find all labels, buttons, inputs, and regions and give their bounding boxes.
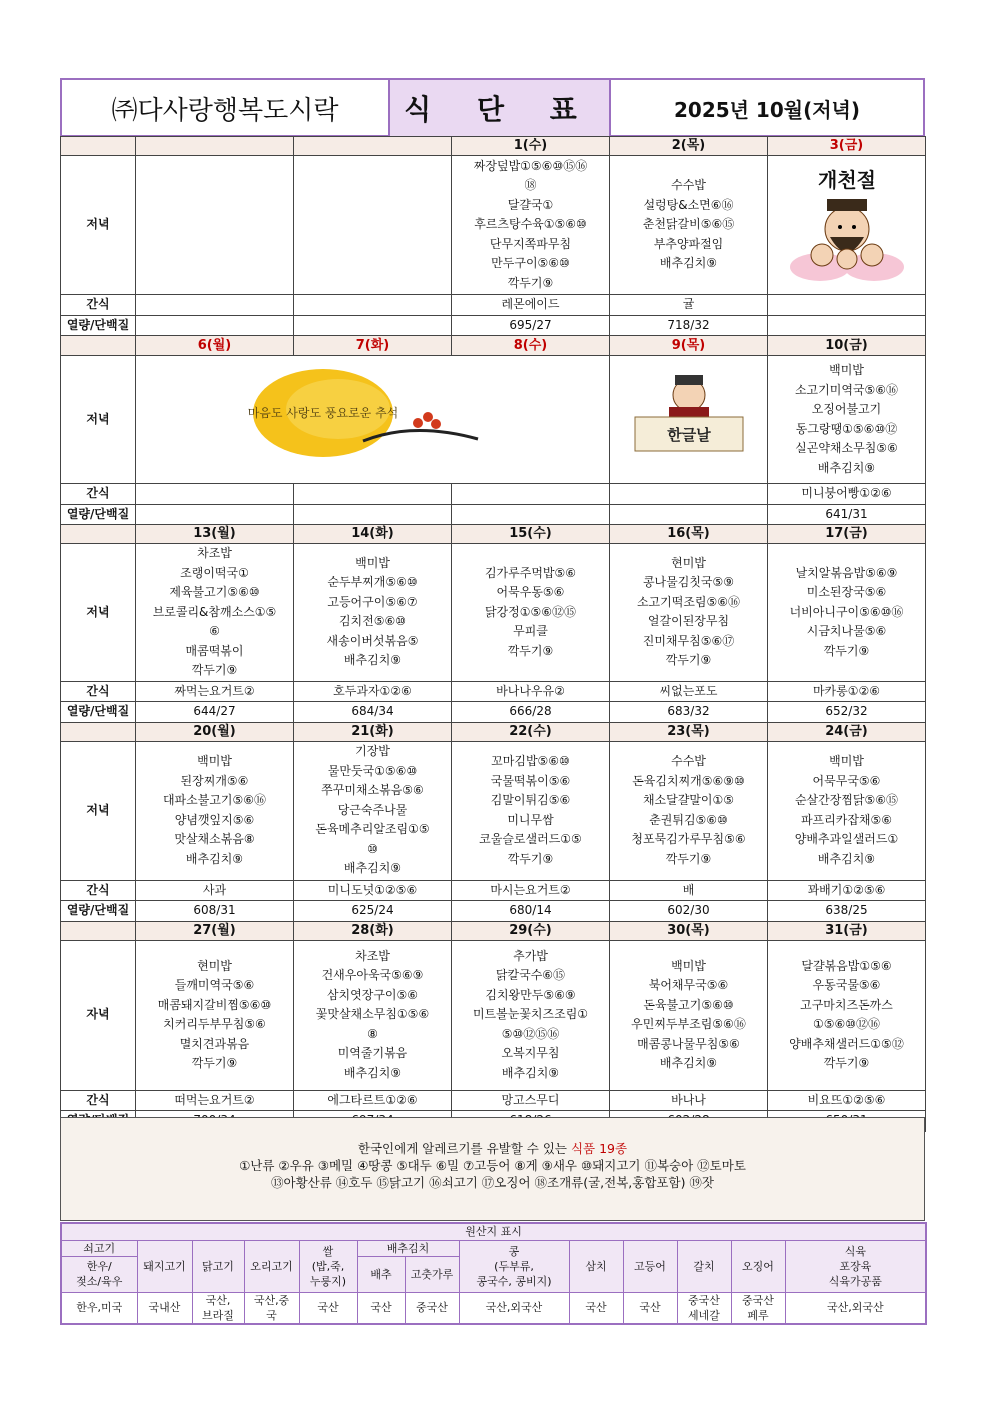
nutrition-row-cell (610, 504, 768, 525)
menu-item: 배추김치⑨ (817, 460, 876, 475)
menu-item: ⑥ (209, 624, 220, 638)
menu-item: 추가밥 (513, 948, 548, 963)
menu-item: 백미밥 (355, 555, 390, 570)
menu-item: 순두부찌개⑤⑥⑩ (327, 575, 418, 590)
menu-item: 깍두기⑨ (823, 1056, 870, 1070)
nutrition-row (61, 702, 926, 723)
holiday-cell (768, 156, 926, 295)
day-header: 1(수) (452, 137, 610, 156)
dinner-cell (136, 544, 294, 682)
dinner-cell (136, 741, 294, 880)
row-label: 간식 (61, 880, 136, 901)
menu-item: 꼬마김밥⑤⑥⑩ (491, 754, 570, 768)
menu-sheet (60, 78, 925, 1132)
dinner-cell (452, 544, 610, 682)
menu-item: 차조밥 (197, 546, 232, 560)
menu-item: 코울슬로샐러드①⑤ (479, 832, 582, 846)
dinner-cell (610, 940, 768, 1090)
snack-row-cell: 미니붕어빵①②⑥ (768, 484, 926, 505)
header (60, 78, 925, 136)
nutrition-row-cell (136, 504, 294, 525)
snack-row-cell: 미니도넛①②⑤⑥ (294, 880, 452, 901)
menu-item: 깍두기⑨ (191, 1056, 238, 1070)
menu-item: 후르츠탕수육①⑤⑥⑩ (474, 217, 587, 232)
day-header: 20(월) (136, 722, 294, 741)
row-label: 저녁 (61, 156, 136, 295)
dinner-cell (768, 741, 926, 880)
origin-value-chicken: 국산, 브라질 (192, 1292, 244, 1324)
origin-value-hairtail: 중국산 세네갈 (677, 1292, 731, 1324)
menu-item: 배추김치⑨ (659, 1056, 718, 1070)
allergy-notice (60, 1117, 925, 1221)
day-header-row (61, 525, 926, 544)
menu-item: ①⑤⑥⑩⑫⑯ (812, 1017, 881, 1031)
snack-row-cell: 바나나 (610, 1090, 768, 1111)
menu-item: 쭈꾸미채소볶음⑤⑥ (321, 783, 424, 798)
menu-item: 깍두기⑨ (507, 643, 554, 658)
origin-table (60, 1222, 927, 1325)
menu-item: 부추양파절임 (653, 236, 724, 251)
menu-item: 배추김치⑨ (343, 653, 402, 668)
menu-item: 삼치엿장구이⑤⑥ (326, 987, 419, 1002)
dinner-row (61, 544, 926, 682)
snack-row (61, 484, 926, 505)
menu-item: 춘천닭갈비⑤⑥⑮ (642, 217, 735, 232)
dinner-cell (768, 356, 926, 484)
nutrition-row (61, 315, 926, 336)
menu-item: 미트볼눈꽃치즈조림① (472, 1007, 589, 1022)
day-header (136, 137, 294, 156)
menu-item: 현미밥 (671, 555, 706, 570)
day-header-row (61, 722, 926, 741)
menu-item: 치커리두부무침⑤⑥ (163, 1017, 266, 1031)
snack-row-cell (768, 295, 926, 316)
day-header: 30(목) (610, 921, 768, 940)
day-header: 13(월) (136, 525, 294, 544)
menu-item: 당근숙주나물 (337, 802, 408, 817)
snack-row-cell: 마시는요거트② (452, 880, 610, 901)
hangul-day-label: 한글날 (666, 426, 711, 445)
menu-item: 순살간장찜닭⑤⑥⑮ (794, 793, 899, 807)
origin-value-samchi: 국산 (569, 1292, 623, 1324)
dinner-cell (768, 544, 926, 682)
day-header: 9(목) (610, 336, 768, 356)
dinner-cell (136, 940, 294, 1090)
row-label: 열량/단백질 (61, 315, 136, 336)
row-label: 저녁 (61, 356, 136, 484)
nutrition-row-cell (452, 504, 610, 525)
day-header: 17(금) (768, 525, 926, 544)
day-header: 28(화) (294, 921, 452, 940)
snack-row-cell: 에그타르트①②⑥ (294, 1090, 452, 1111)
snack-row-cell: 망고스무디 (452, 1090, 610, 1111)
origin-value-cabbage: 국산 (357, 1292, 405, 1324)
menu-item: 오징어불고기 (811, 402, 882, 416)
nutrition-row-cell (294, 504, 452, 525)
nutrition-row-cell: 695/27 (452, 315, 610, 336)
snack-row-cell: 배 (610, 880, 768, 901)
menu-item: 고등어구이⑤⑥⑦ (327, 594, 418, 609)
nutrition-row-cell (136, 315, 294, 336)
menu-item: 닭칼국수⑥⑮ (495, 968, 566, 983)
dinner-row (61, 156, 926, 295)
day-header-row (61, 137, 926, 156)
origin-meat: 식육 포장육 식육가공품 (785, 1240, 926, 1292)
snack-row (61, 880, 926, 901)
gaecheonjeol-illustration (772, 157, 922, 287)
origin-value-bean: 국산,외국산 (459, 1292, 569, 1324)
day-header: 16(목) (610, 525, 768, 544)
menu-item: 돈육김치찌개⑤⑥⑨⑩ (632, 773, 745, 788)
snack-row-cell (610, 484, 768, 505)
origin-rice: 쌀 (밥,죽, 누룽지) (299, 1240, 357, 1292)
origin-squid: 오징어 (731, 1240, 785, 1292)
nutrition-row-cell (294, 315, 452, 336)
row-label: 열량/단백질 (61, 504, 136, 525)
menu-item: 청포묵김가루무침⑤⑥ (631, 832, 746, 846)
menu-item: 날치알볶음밥⑤⑥⑨ (795, 565, 898, 580)
menu-item: 깍두기⑨ (665, 653, 712, 668)
row-label: 간식 (61, 295, 136, 316)
menu-item: 새송이버섯볶음⑤ (326, 633, 419, 648)
menu-item: 달걀국① (507, 197, 554, 212)
day-header-row (61, 921, 926, 940)
origin-beef-sub: 한우/ 젖소/육우 (61, 1256, 137, 1292)
menu-item: 만두구이⑤⑥⑩ (491, 256, 570, 271)
snack-row-cell: 귤 (610, 295, 768, 316)
menu-item: 백미밥 (829, 363, 864, 377)
menu-item: 김가루주먹밥⑤⑥ (484, 565, 577, 580)
menu-item: 양배추과일샐러드① (794, 832, 899, 846)
origin-duck: 오리고기 (244, 1240, 299, 1292)
snack-row-cell: 바나나우유② (452, 681, 610, 702)
menu-item: 대파소불고기⑤⑥⑯ (162, 793, 267, 807)
origin-beef: 쇠고기 (61, 1240, 137, 1256)
menu-item: 매콤떡볶이 (185, 643, 244, 658)
menu-item: 달걀볶음밥①⑤⑥ (801, 958, 892, 973)
menu-item: ⑤⑩⑫⑮⑯ (501, 1026, 560, 1041)
menu-item: 소고기미역국⑤⑥⑯ (794, 382, 899, 397)
menu-item: 조랭이떡국① (180, 565, 249, 580)
nutrition-row-cell: 666/28 (452, 702, 610, 723)
menu-item: 춘권튀김⑤⑥⑩ (649, 812, 728, 827)
day-header-blank (61, 525, 136, 544)
menu-item: 어묵우동⑤⑥ (496, 585, 565, 599)
nutrition-row (61, 504, 926, 525)
row-label: 열량/단백질 (61, 702, 136, 723)
day-header-blank (61, 336, 136, 356)
dinner-cell (452, 741, 610, 880)
row-label: 열량/단백질 (61, 901, 136, 922)
menu-item: 김말이튀김⑤⑥ (490, 793, 571, 807)
day-header: 22(수) (452, 722, 610, 741)
menu-item: 배추김치⑨ (817, 851, 876, 866)
menu-item: 수수밥 (671, 754, 706, 768)
menu-item: 시금치나물⑤⑥ (806, 624, 887, 638)
menu-item: 깍두기⑨ (507, 851, 554, 866)
nutrition-row-cell: 718/32 (610, 315, 768, 336)
origin-kimchi: 배추김치 (357, 1240, 459, 1256)
menu-item: 북어채무국⑤⑥ (648, 978, 729, 992)
day-header: 31(금) (768, 921, 926, 940)
origin-kimchi-cabbage: 배추 (357, 1256, 405, 1292)
day-header-blank (61, 921, 136, 940)
snack-row-cell: 사과 (136, 880, 294, 901)
menu-item: 미역줄기볶음 (337, 1046, 408, 1061)
menu-item: 깍두기⑨ (191, 663, 238, 677)
day-header: 3(금) (768, 137, 926, 156)
menu-item: 물만둣국①⑤⑥⑩ (327, 763, 418, 778)
menu-item: 얼갈이된장무침 (647, 614, 730, 629)
snack-row-cell: 마카롱①②⑥ (768, 681, 926, 702)
day-header: 27(월) (136, 921, 294, 940)
snack-row (61, 681, 926, 702)
origin-title: 원산지 표시 (61, 1223, 926, 1240)
menu-item: 백미밥 (829, 754, 864, 768)
dinner-cell (610, 156, 768, 295)
menu-item: 깍두기⑨ (823, 643, 870, 658)
nutrition-row-cell: 608/31 (136, 901, 294, 922)
menu-item: 양념깻잎지⑤⑥ (174, 812, 255, 827)
dinner-row (61, 741, 926, 880)
dinner-cell (610, 741, 768, 880)
snack-row-cell: 떠먹는요거트② (136, 1090, 294, 1111)
row-label: 간식 (61, 1090, 136, 1111)
day-header: 23(목) (610, 722, 768, 741)
menu-item: 설렁탕&소면⑥⑯ (643, 197, 734, 212)
menu-item: 채소달걀말이①⑤ (642, 793, 735, 807)
menu-item: 돈육메추리알조림①⑤ (315, 822, 430, 837)
menu-item: 소고기떡조림⑤⑥⑯ (636, 594, 741, 609)
nutrition-row-cell: 625/24 (294, 901, 452, 922)
dinner-row (61, 940, 926, 1090)
hangul-day-illustration (629, 371, 749, 461)
day-header-row (61, 336, 926, 356)
day-header: 29(수) (452, 921, 610, 940)
menu-item: 꽃맛살채소무침①⑤⑥ (315, 1007, 430, 1022)
menu-item: ⑩ (367, 841, 378, 856)
day-header: 2(목) (610, 137, 768, 156)
day-header: 6(월) (136, 336, 294, 356)
dinner-cell (768, 940, 926, 1090)
menu-item: 너비아니구이⑤⑥⑩⑯ (789, 604, 904, 619)
dinner-cell (294, 156, 452, 295)
row-label: 자녁 (61, 940, 136, 1090)
menu-item: 매콤돼지갈비찜⑤⑥⑩ (157, 997, 272, 1012)
day-header: 7(화) (294, 336, 452, 356)
menu-item: 배추김치⑨ (659, 256, 718, 271)
menu-item: 미니무쌈 (507, 812, 554, 827)
menu-item: 깍두기⑨ (665, 851, 712, 866)
dinner-cell (294, 741, 452, 880)
menu-item: 실곤약채소무침⑤⑥ (795, 441, 898, 455)
dinner-row (61, 356, 926, 484)
nutrition-row-cell: 680/14 (452, 901, 610, 922)
origin-value-pepper: 중국산 (405, 1292, 459, 1324)
snack-row (61, 295, 926, 316)
origin-bean: 콩 (두부류, 콩국수, 콩비지) (459, 1240, 569, 1292)
snack-row-cell: 비요뜨①②⑤⑥ (768, 1090, 926, 1111)
menu-item: 차조밥 (355, 948, 390, 963)
origin-mackerel: 고등어 (623, 1240, 677, 1292)
nutrition-row (61, 901, 926, 922)
holiday-label: 개천절 (817, 167, 876, 192)
origin-value-rice: 국산 (299, 1292, 357, 1324)
menu-item: 매콤콩나물무침⑤⑥ (637, 1036, 740, 1051)
menu-item: 김치왕만두⑤⑥⑨ (485, 987, 576, 1002)
menu-item: ⑧ (367, 1026, 378, 1041)
nutrition-row-cell: 602/30 (610, 901, 768, 922)
snack-row (61, 1090, 926, 1111)
nutrition-row-cell: 644/27 (136, 702, 294, 723)
nutrition-row-cell: 683/32 (610, 702, 768, 723)
company-name: ㈜다사랑행복도시락 (111, 95, 339, 126)
snack-row-cell (136, 484, 294, 505)
menu-item: 콩나물김칫국⑤⑨ (642, 575, 735, 590)
allergy-intro: 한국인에게 알레르기를 유발할 수 있는 (357, 1141, 571, 1156)
menu-item: 짜장덮밥①⑤⑥⑩⑮⑯ (473, 158, 588, 173)
snack-row-cell (136, 295, 294, 316)
origin-pork: 돼지고기 (137, 1240, 192, 1292)
menu-item: 수수밥 (671, 178, 706, 193)
allergy-list-2: ⑬아황산류 ⑭호두 ⑮닭고기 ⑯쇠고기 ⑰오징어 ⑱조개류(굴,전복,홍합포함) ⑲잣 (271, 1175, 714, 1190)
day-header: 21(화) (294, 722, 452, 741)
origin-value-pork: 국내산 (137, 1292, 192, 1324)
menu-item: 어묵무국⑤⑥ (812, 773, 881, 788)
origin-value-beef: 한우,미국 (61, 1292, 137, 1324)
row-label: 간식 (61, 681, 136, 702)
snack-row-cell: 꽈배기①②⑤⑥ (768, 880, 926, 901)
menu-item: 진미채무침⑤⑥⑰ (642, 633, 735, 648)
menu-item: 된장찌개⑤⑥ (180, 773, 249, 788)
dinner-cell (452, 156, 610, 295)
menu-item: 배추김치⑨ (343, 1065, 402, 1080)
menu-item: 맛살채소볶음⑧ (174, 832, 255, 846)
menu-item: 고구마치즈돈까스 (800, 997, 893, 1012)
hangul-day-cell (610, 356, 768, 484)
nutrition-row-cell: 638/25 (768, 901, 926, 922)
origin-value-meat: 국산,외국산 (785, 1292, 926, 1324)
period: 2025년 10월(저녁) (673, 97, 861, 122)
menu-table (60, 136, 926, 1132)
day-header-blank (61, 137, 136, 156)
origin-kimchi-pepper: 고춧가루 (405, 1256, 459, 1292)
day-header: 15(수) (452, 525, 610, 544)
menu-item: 백미밥 (197, 754, 232, 768)
menu-item: 기장밥 (355, 744, 390, 759)
nutrition-row-cell (768, 315, 926, 336)
menu-item: 들깨미역국⑤⑥ (174, 978, 255, 992)
snack-row-cell (452, 484, 610, 505)
menu-item: 우민찌두부조림⑤⑥⑯ (631, 1017, 746, 1031)
nutrition-row-cell: 652/32 (768, 702, 926, 723)
menu-item: 건새우아욱국⑤⑥⑨ (321, 968, 424, 983)
menu-item: 멸치견과볶음 (179, 1036, 250, 1051)
day-header-blank (61, 722, 136, 741)
nutrition-row-cell: 641/31 (768, 504, 926, 525)
row-label: 저녁 (61, 741, 136, 880)
allergy-list-1: ①난류 ②우유 ③메밀 ④땅콩 ⑤대두 ⑥밀 ⑦고등어 ⑧게 ⑨새우 ⑩돼지고기 ⑪복숭아 ⑫토마토 (239, 1158, 746, 1173)
page-title: 식 단 표 (388, 80, 611, 136)
day-header: 14(화) (294, 525, 452, 544)
dinner-cell (294, 544, 452, 682)
menu-item: 돈육불고기⑤⑥⑩ (643, 997, 734, 1012)
menu-item: 깍두기⑨ (507, 275, 554, 290)
origin-samchi: 삼치 (569, 1240, 623, 1292)
day-header: 24(금) (768, 722, 926, 741)
snack-row-cell: 씨없는포도 (610, 681, 768, 702)
menu-item: 미소된장국⑤⑥ (806, 585, 887, 599)
menu-item: 배추김치⑨ (343, 861, 402, 876)
menu-item: 현미밥 (197, 958, 232, 973)
origin-value-duck: 국산,중 국 (244, 1292, 299, 1324)
menu-item: 단무지쪽파무침 (489, 236, 572, 251)
menu-item: 국물떡볶이⑤⑥ (490, 773, 571, 788)
menu-item: 우동국물⑤⑥ (812, 978, 881, 992)
menu-item: 배추김치⑨ (501, 1065, 560, 1080)
origin-value-mackerel: 국산 (623, 1292, 677, 1324)
origin-hairtail: 갈치 (677, 1240, 731, 1292)
snack-row-cell: 레몬에이드 (452, 295, 610, 316)
menu-item: 김치전⑤⑥⑩ (338, 614, 407, 629)
dinner-cell (610, 544, 768, 682)
origin-chicken: 닭고기 (192, 1240, 244, 1292)
nutrition-row-cell: 684/34 (294, 702, 452, 723)
menu-item: 브로콜리&참깨소스①⑤ (152, 604, 277, 619)
dinner-cell (136, 156, 294, 295)
menu-item: ⑱ (524, 178, 537, 193)
menu-item: 오복지무침 (501, 1046, 560, 1061)
snack-row-cell: 호두과자①②⑥ (294, 681, 452, 702)
menu-item: 배추김치⑨ (185, 851, 244, 866)
day-header: 8(수) (452, 336, 610, 356)
snack-row-cell (294, 295, 452, 316)
chuseok-illustration (243, 361, 503, 471)
menu-item: 닭강정①⑤⑥⑫⑮ (484, 604, 577, 619)
dinner-cell (294, 940, 452, 1090)
menu-item: 양배추채샐러드①⑤⑫ (789, 1036, 904, 1051)
chuseok-cell (136, 356, 610, 484)
menu-item: 제육불고기⑤⑥⑩ (169, 585, 260, 599)
row-label: 간식 (61, 484, 136, 505)
origin-value-squid: 중국산 페루 (731, 1292, 785, 1324)
snack-row-cell (294, 484, 452, 505)
day-header (294, 137, 452, 156)
allergy-count: 식품 19종 (570, 1141, 628, 1156)
menu-item: 무피클 (513, 624, 548, 638)
menu-item: 동그랑땡①⑤⑥⑩⑫ (795, 421, 898, 436)
chuseok-text: 마음도 사랑도 풍요로운 추석 (247, 406, 398, 421)
menu-item: 백미밥 (671, 958, 706, 973)
snack-row-cell: 짜먹는요거트② (136, 681, 294, 702)
day-header: 10(금) (768, 336, 926, 356)
row-label: 저녁 (61, 544, 136, 682)
dinner-cell (452, 940, 610, 1090)
menu-item: 파프리카잡채⑤⑥ (800, 812, 893, 827)
